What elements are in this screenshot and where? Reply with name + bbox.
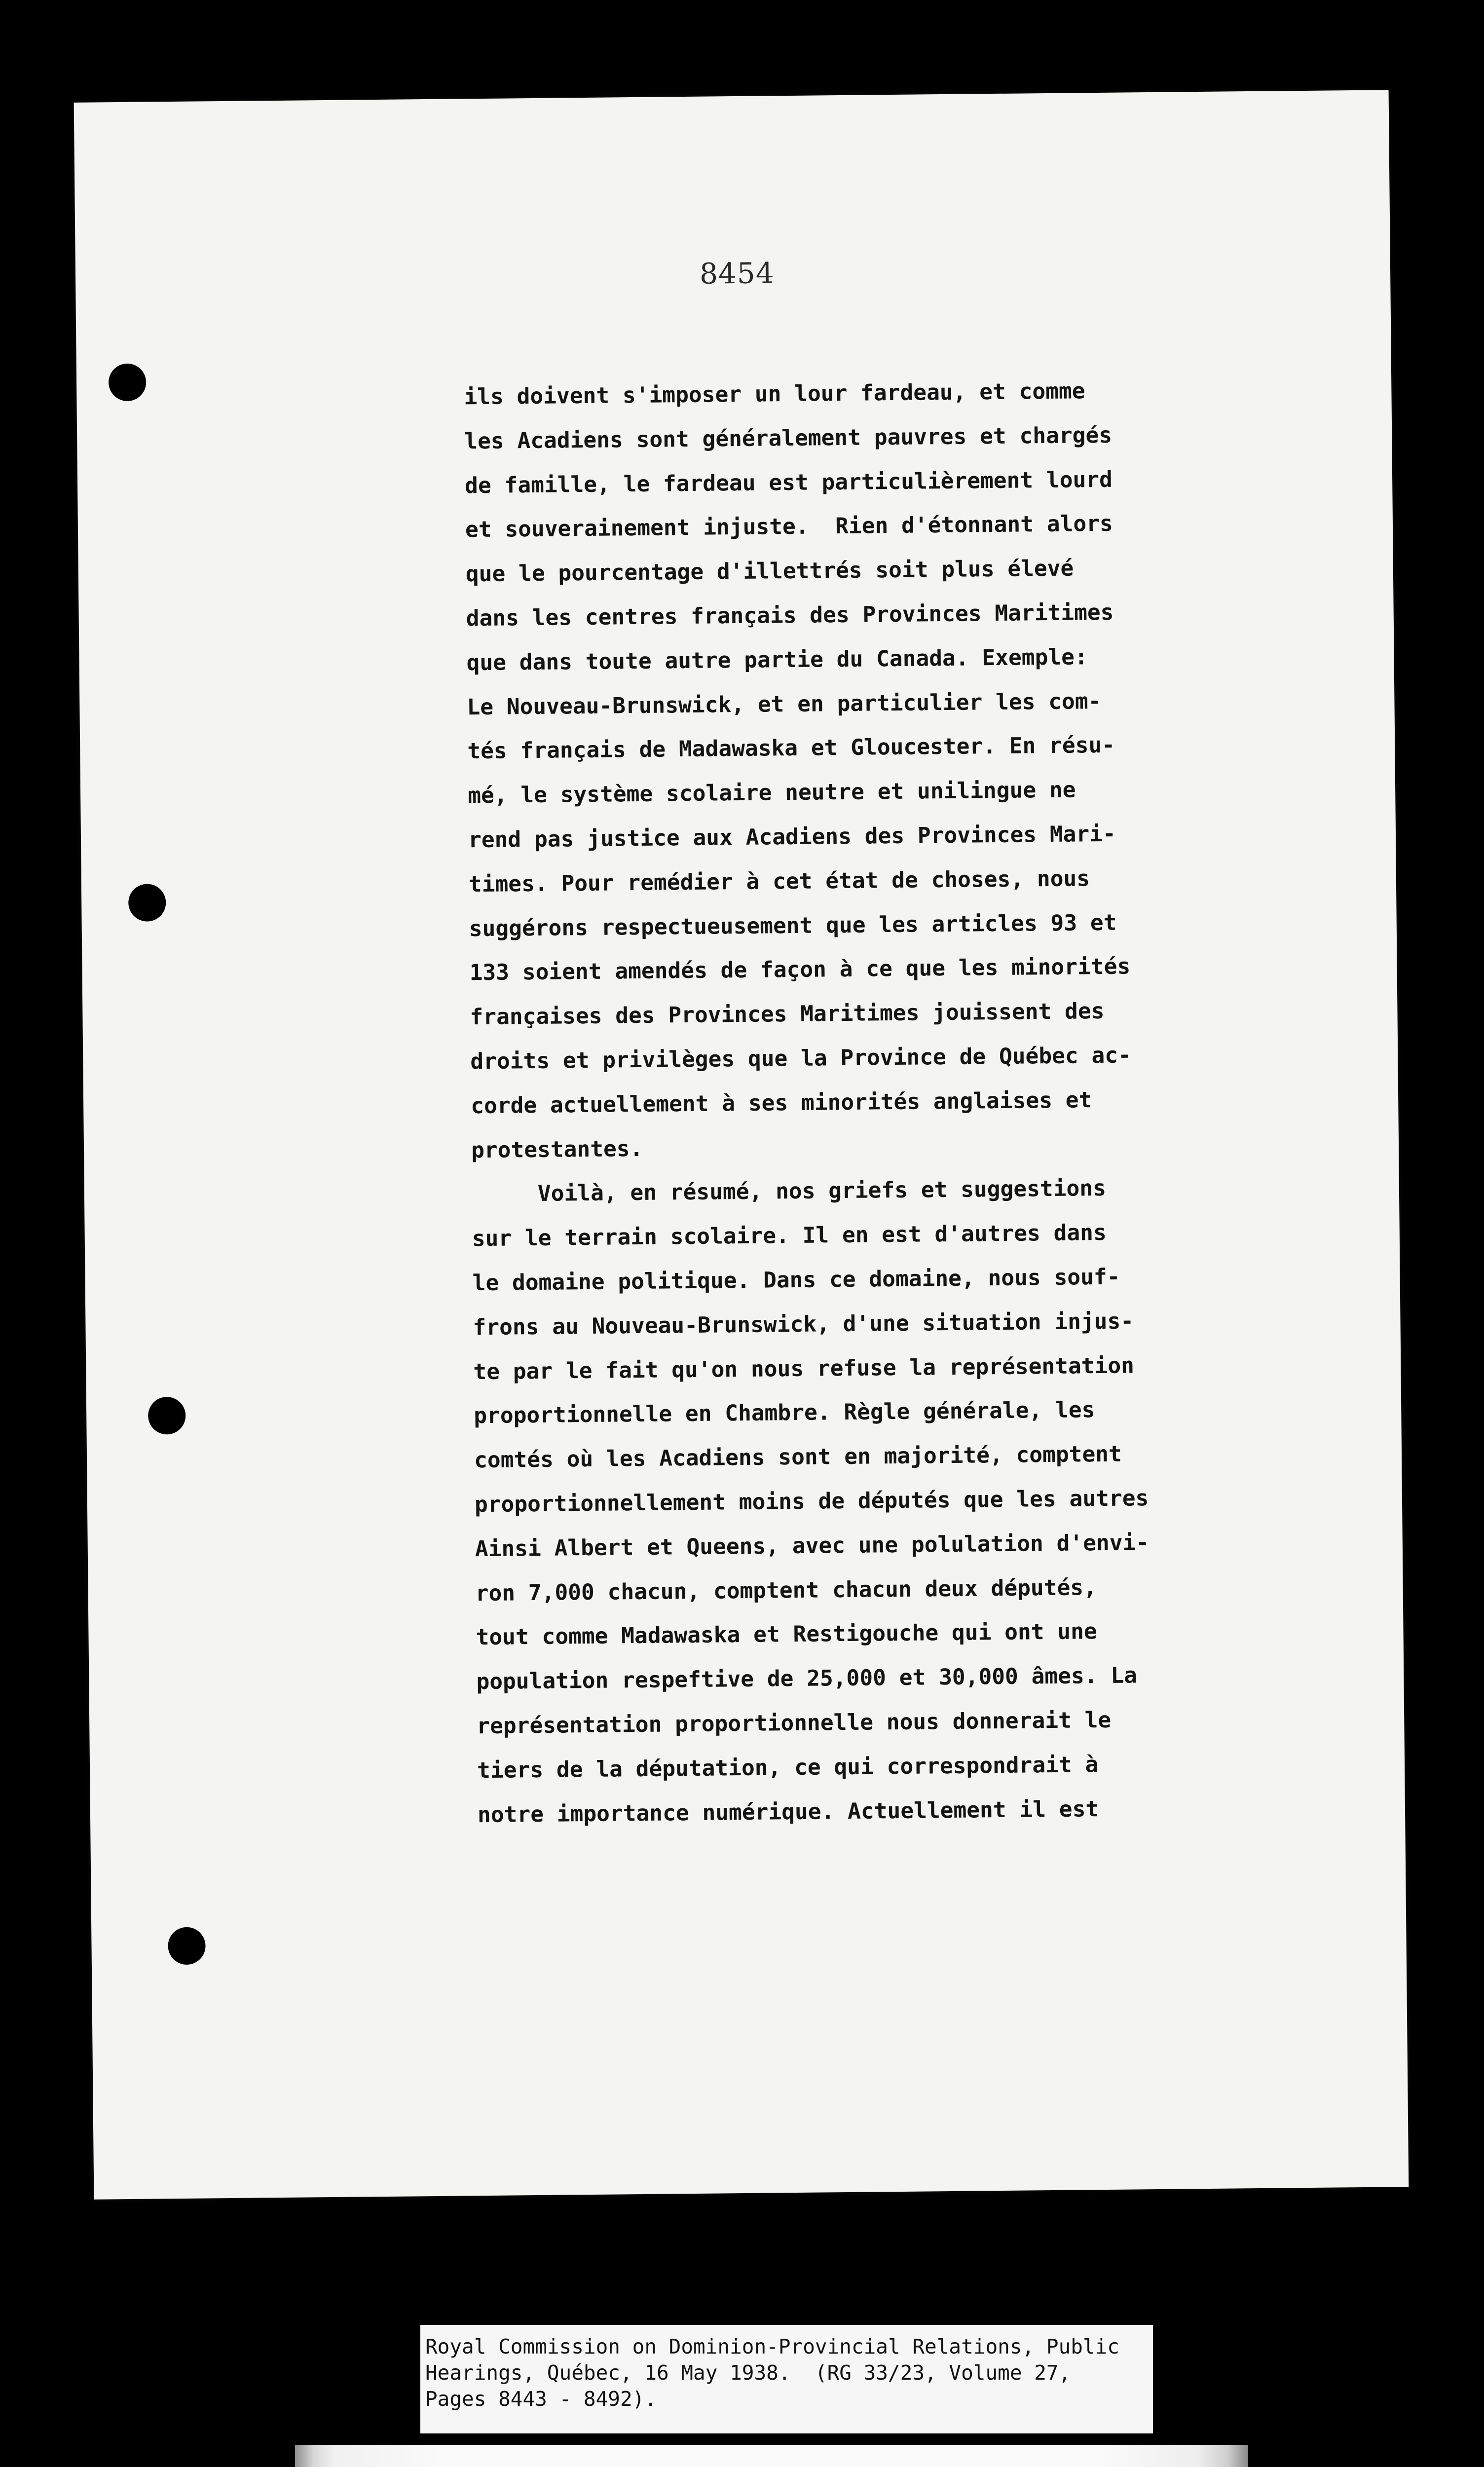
text-line: droits et privilèges que la Province de Québec ac- (470, 1043, 1132, 1075)
caption-line: Royal Commission on Dominion-Provincial Relations, Public (425, 2335, 1119, 2358)
text-line: corde actuellement à ses minorités anglaises et (470, 1087, 1092, 1119)
text-line: ron 7,000 chacun, comptent chacun deux députés, (475, 1574, 1097, 1606)
text-line: rend pas justice aux Acadiens des Provinces Mari- (468, 821, 1116, 853)
text-line: tiers de la députation, ce qui correspondrait à (477, 1752, 1099, 1783)
text-line: protestantes. (471, 1136, 643, 1163)
text-line: times. Pour remédier à cet état de choses, nous (468, 865, 1090, 897)
text-line: proportionnellement moins de députés que les autres (474, 1486, 1149, 1518)
text-line: représentation proportionnelle nous donnerait le (477, 1707, 1112, 1739)
text-line: de famille, le fardeau est particulièrement lourd (464, 467, 1113, 498)
text-line: sur le terrain scolaire. Il en est d'autres dans (472, 1220, 1107, 1252)
text-line: dans les centres français des Provinces Maritimes (466, 599, 1114, 632)
archives-stamp (295, 2445, 1248, 2467)
text-line: Ainsi Albert et Queens, avec une polulation d'envi- (475, 1530, 1150, 1562)
caption-line: Hearings, Québec, 16 May 1938. (RG 33/23, Volume 27, (425, 2361, 1071, 2385)
text-line: Le Nouveau-Brunswick, et en particulier les com- (467, 688, 1102, 720)
text-line: que le pourcentage d'illettrés soit plus élevé (465, 556, 1074, 587)
text-line: Voilà, en résumé, nos griefs et suggestions (471, 1176, 1107, 1207)
text-line: notre importance numérique. Actuellement il est (477, 1796, 1099, 1828)
text-line: tés français de Madawaska et Gloucester. En résu- (467, 733, 1115, 764)
text-line: ils doivent s'imposer un lour fardeau, et comme (464, 378, 1085, 410)
body-text (464, 367, 1292, 1837)
text-line: comtés où les Acadiens sont en majorité, comptent (474, 1441, 1122, 1473)
archive-citation-label (420, 2325, 1153, 2433)
punch-hole-3 (148, 1397, 186, 1435)
text-line: population respeftive de 25,000 et 30,000 âmes. La (476, 1663, 1138, 1695)
document-page (74, 90, 1409, 2199)
text-line: les Acadiens sont généralement pauvres et chargés (464, 422, 1113, 454)
text-line: tout comme Madawaska et Restigouche qui ont une (476, 1619, 1097, 1650)
page-number: 8454 (699, 256, 775, 291)
punch-hole-4 (168, 1927, 206, 1965)
text-line: françaises des Provinces Maritimes jouissent des (470, 999, 1105, 1030)
text-line: et souverainement injuste. Rien d'étonnant alors (465, 511, 1113, 543)
text-line: le domaine politique. Dans ce domaine, nous souf- (472, 1264, 1120, 1296)
text-line: proportionnelle en Chambre. Règle générale, les (474, 1397, 1095, 1429)
text-line: 133 soient amendés de façon à ce que les minorités (469, 954, 1131, 986)
text-line: te par le fait qu'on nous refuse la représentation (473, 1352, 1135, 1384)
caption-line: Pages 8443 - 8492). (425, 2387, 657, 2411)
text-line: frons au Nouveau-Brunswick, d'une situation injus- (473, 1308, 1134, 1340)
punch-hole-1 (109, 364, 147, 402)
text-line: suggérons respectueusement que les articles 93 et (469, 910, 1117, 941)
text-line: mé, le système scolaire neutre et unilingue ne (467, 777, 1076, 809)
punch-hole-2 (128, 884, 166, 922)
text-line: que dans toute autre partie du Canada. Exemple: (466, 644, 1088, 676)
